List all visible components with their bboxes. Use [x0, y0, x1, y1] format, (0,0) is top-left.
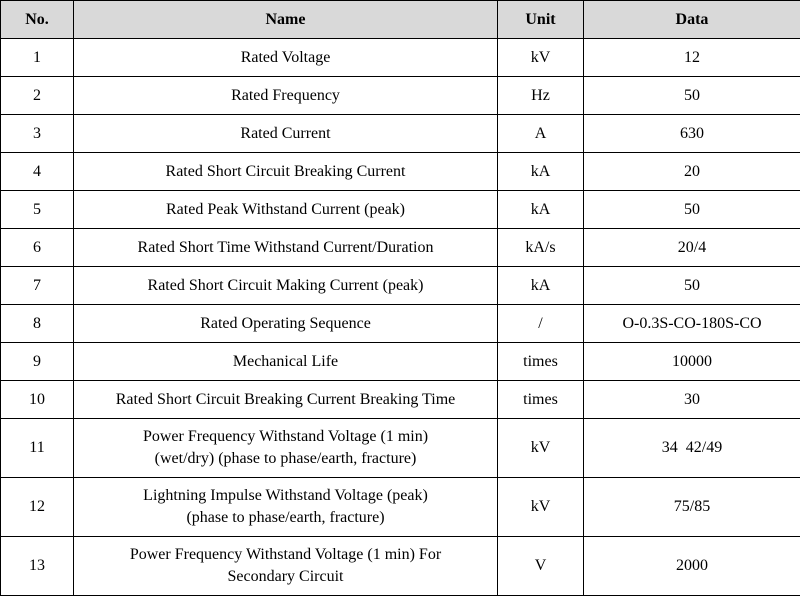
cell-unit: kA — [498, 191, 584, 229]
table-row — [1, 381, 800, 419]
cell-unit: Hz — [498, 77, 584, 115]
table-row — [1, 419, 800, 478]
cell-data: 50 — [584, 191, 800, 229]
cell-data: 2000 — [584, 537, 800, 596]
cell-name: Rated Short Circuit Breaking Current — [74, 153, 498, 191]
cell-data: 12 — [584, 39, 800, 77]
cell-data: 50 — [584, 267, 800, 305]
table-row — [1, 39, 800, 77]
table-row — [1, 115, 800, 153]
table-row — [1, 537, 800, 596]
cell-unit: kA — [498, 153, 584, 191]
cell-no: 2 — [1, 77, 74, 115]
cell-data: 34 42/49 — [584, 419, 800, 478]
cell-name — [74, 537, 498, 596]
header-name: Name — [74, 1, 498, 39]
cell-no: 11 — [1, 419, 74, 478]
header-unit: Unit — [498, 1, 584, 39]
table-row — [1, 77, 800, 115]
cell-no: 13 — [1, 537, 74, 596]
table-row — [1, 343, 800, 381]
cell-unit: kV — [498, 39, 584, 77]
cell-no: 3 — [1, 115, 74, 153]
cell-name: Rated Short Circuit Breaking Current Breaking Time — [74, 381, 498, 419]
cell-name-line: (phase to phase/earth, fracture) — [186, 509, 385, 526]
cell-data: 20/4 — [584, 229, 800, 267]
cell-name: Rated Short Time Withstand Current/Duration — [74, 229, 498, 267]
cell-name: Rated Short Circuit Making Current (peak) — [74, 267, 498, 305]
table-row — [1, 478, 800, 537]
cell-data: 10000 — [584, 343, 800, 381]
cell-name: Rated Frequency — [74, 77, 498, 115]
table-row — [1, 153, 800, 191]
cell-unit: kA/s — [498, 229, 584, 267]
cell-name — [74, 478, 498, 537]
cell-name-line: Power Frequency Withstand Voltage (1 min) For — [129, 546, 442, 563]
cell-no: 8 — [1, 305, 74, 343]
cell-no: 9 — [1, 343, 74, 381]
cell-name-line: Lightning Impulse Withstand Voltage (peak) — [143, 487, 428, 504]
cell-unit: times — [498, 343, 584, 381]
cell-unit: V — [498, 537, 584, 596]
cell-data: 630 — [584, 115, 800, 153]
cell-name-line: Secondary Circuit — [227, 568, 344, 585]
cell-name-line: Power Frequency Withstand Voltage (1 min) — [142, 428, 429, 445]
cell-no: 1 — [1, 39, 74, 77]
cell-unit: kA — [498, 267, 584, 305]
table-row — [1, 267, 800, 305]
cell-name: Rated Peak Withstand Current (peak) — [74, 191, 498, 229]
cell-data: O-0.3S-CO-180S-CO — [584, 305, 800, 343]
table-row — [1, 191, 800, 229]
cell-name: Mechanical Life — [74, 343, 498, 381]
cell-unit: / — [498, 305, 584, 343]
cell-unit: times — [498, 381, 584, 419]
header-no: No. — [1, 1, 74, 39]
cell-data: 50 — [584, 77, 800, 115]
table-row — [1, 229, 800, 267]
cell-no: 7 — [1, 267, 74, 305]
cell-no: 6 — [1, 229, 74, 267]
cell-unit: kV — [498, 419, 584, 478]
header-row — [1, 1, 800, 39]
cell-unit: A — [498, 115, 584, 153]
cell-name-line: (wet/dry) (phase to phase/earth, fracture) — [154, 450, 417, 467]
cell-no: 10 — [1, 381, 74, 419]
cell-name — [74, 419, 498, 478]
cell-no: 4 — [1, 153, 74, 191]
cell-data: 20 — [584, 153, 800, 191]
cell-data: 30 — [584, 381, 800, 419]
cell-no: 5 — [1, 191, 74, 229]
cell-data: 75/85 — [584, 478, 800, 537]
cell-name: Rated Operating Sequence — [74, 305, 498, 343]
table-row — [1, 305, 800, 343]
cell-name: Rated Current — [74, 115, 498, 153]
cell-unit: kV — [498, 478, 584, 537]
header-data: Data — [584, 1, 800, 39]
cell-no: 12 — [1, 478, 74, 537]
cell-name: Rated Voltage — [74, 39, 498, 77]
